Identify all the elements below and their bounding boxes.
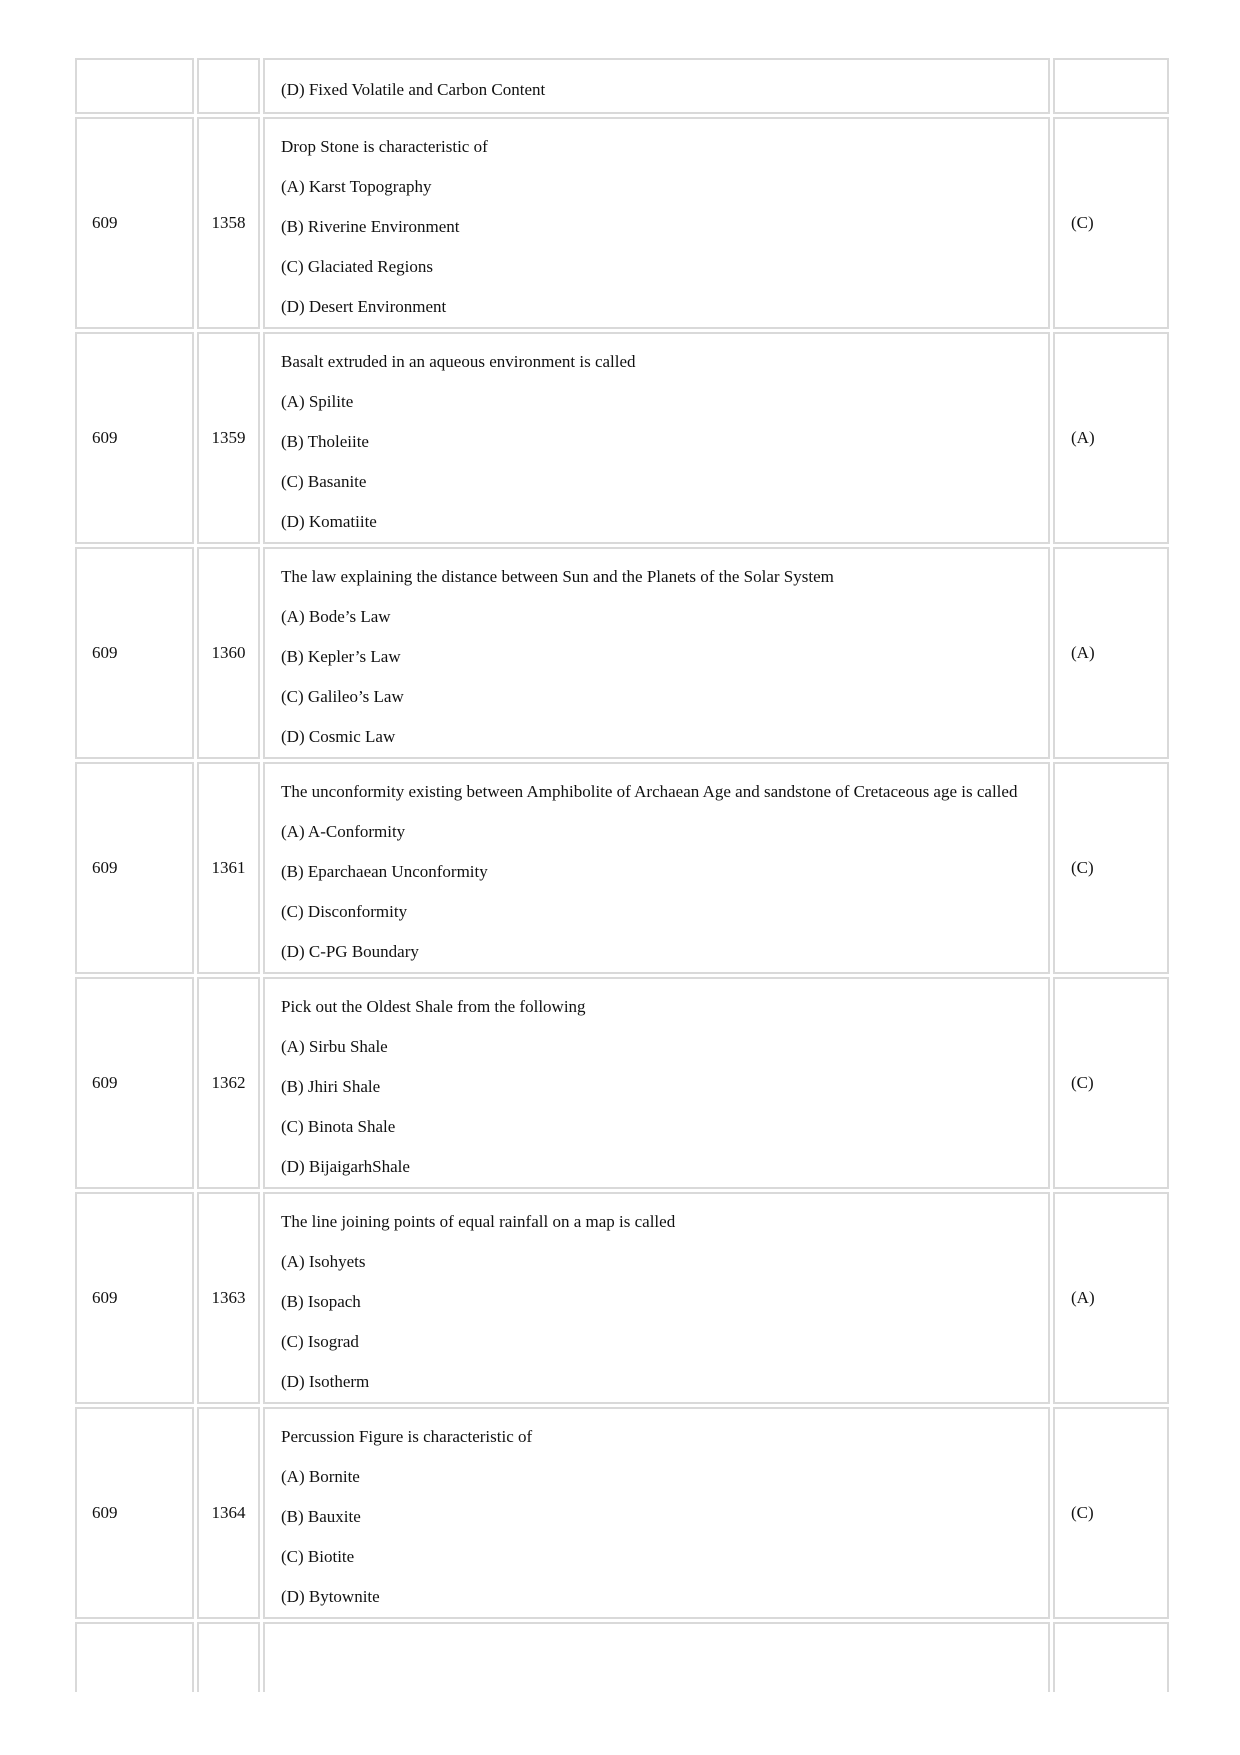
table-row [75, 762, 1169, 974]
question-text: Pick out the Oldest Shale from the following [281, 997, 586, 1016]
question-number-cell [197, 1622, 260, 1692]
question-cell [263, 332, 1050, 544]
option-a: (A) Bode’s Law [281, 607, 391, 626]
set-cell: 609 [75, 547, 194, 759]
option-c: (C) Biotite [281, 1547, 355, 1566]
question-cell [263, 117, 1050, 329]
set-cell: 609 [75, 117, 194, 329]
question-cell [263, 977, 1050, 1189]
table-row [75, 1407, 1169, 1619]
option-a: (A) Karst Topography [281, 177, 432, 196]
question-text: Drop Stone is characteristic of [281, 137, 488, 156]
option-b: (B) Jhiri Shale [281, 1077, 381, 1096]
answer-cell: (C) [1053, 117, 1169, 329]
option-d: (D) Cosmic Law [281, 727, 396, 746]
question-cell [263, 1622, 1050, 1692]
table-row [75, 547, 1169, 759]
option-b: (B) Tholeiite [281, 432, 369, 451]
question-number-cell: 1363 [197, 1192, 260, 1404]
answer-cell: (A) [1053, 1192, 1169, 1404]
option-a: (A) Spilite [281, 392, 354, 411]
option-a: (A) Isohyets [281, 1252, 366, 1271]
answer-cell: (A) [1053, 547, 1169, 759]
question-number-cell: 1360 [197, 547, 260, 759]
option-c: (C) Basanite [281, 472, 367, 491]
option-d: (D) C-PG Boundary [281, 942, 419, 961]
table-row [75, 332, 1169, 544]
question-text: Basalt extruded in an aqueous environment is called [281, 352, 636, 371]
question-number-cell: 1361 [197, 762, 260, 974]
question-cell [263, 1192, 1050, 1404]
answer-cell: (C) [1053, 977, 1169, 1189]
question-cell [263, 1407, 1050, 1619]
set-cell [75, 1622, 194, 1692]
set-cell [75, 58, 194, 114]
question-text: The unconformity existing between Amphibolite of Archaean Age and sandstone of Cretaceous age is called [281, 782, 1018, 801]
option-c: (C) Isograd [281, 1332, 359, 1351]
question-number-cell [197, 58, 260, 114]
question-cell [263, 58, 1050, 114]
option-b: (B) Kepler’s Law [281, 647, 401, 666]
answer-cell [1053, 58, 1169, 114]
option-d: (D) Komatiite [281, 512, 377, 531]
answer-cell: (A) [1053, 332, 1169, 544]
question-text: The law explaining the distance between Sun and the Planets of the Solar System [281, 567, 834, 586]
question-number-cell: 1362 [197, 977, 260, 1189]
option-b: (B) Isopach [281, 1292, 361, 1311]
question-table [72, 58, 1172, 1692]
option-b: (B) Bauxite [281, 1507, 361, 1526]
option-c: (C) Galileo’s Law [281, 687, 404, 706]
question-number-cell: 1358 [197, 117, 260, 329]
question-cell [263, 547, 1050, 759]
table-row-partial-top [75, 58, 1169, 114]
question-text: Percussion Figure is characteristic of [281, 1427, 533, 1446]
set-cell: 609 [75, 1192, 194, 1404]
option-c: (C) Disconformity [281, 902, 408, 921]
answer-cell [1053, 1622, 1169, 1692]
option-b: (B) Riverine Environment [281, 217, 460, 236]
set-cell: 609 [75, 1407, 194, 1619]
option-a: (A) Sirbu Shale [281, 1037, 388, 1056]
table-row [75, 117, 1169, 329]
set-cell: 609 [75, 332, 194, 544]
set-cell: 609 [75, 977, 194, 1189]
question-number-cell: 1364 [197, 1407, 260, 1619]
question-text: The line joining points of equal rainfall on a map is called [281, 1212, 676, 1231]
table-row [75, 1192, 1169, 1404]
option-d: (D) Bytownite [281, 1587, 380, 1606]
option-b: (B) Eparchaean Unconformity [281, 862, 488, 881]
option-d: (D) Desert Environment [281, 297, 447, 316]
option-d: (D) BijaigarhShale [281, 1157, 410, 1176]
answer-cell: (C) [1053, 1407, 1169, 1619]
question-cell [263, 762, 1050, 974]
question-number-cell: 1359 [197, 332, 260, 544]
answer-cell: (C) [1053, 762, 1169, 974]
page [72, 58, 1172, 1692]
option-d: (D) Fixed Volatile and Carbon Content [281, 80, 546, 99]
option-a: (A) Bornite [281, 1467, 360, 1486]
table-row [75, 977, 1169, 1189]
option-d: (D) Isotherm [281, 1372, 370, 1391]
table-row-partial-bottom [75, 1622, 1169, 1692]
option-c: (C) Glaciated Regions [281, 257, 434, 276]
option-a: (A) A-Conformity [281, 822, 406, 841]
set-cell: 609 [75, 762, 194, 974]
option-c: (C) Binota Shale [281, 1117, 396, 1136]
